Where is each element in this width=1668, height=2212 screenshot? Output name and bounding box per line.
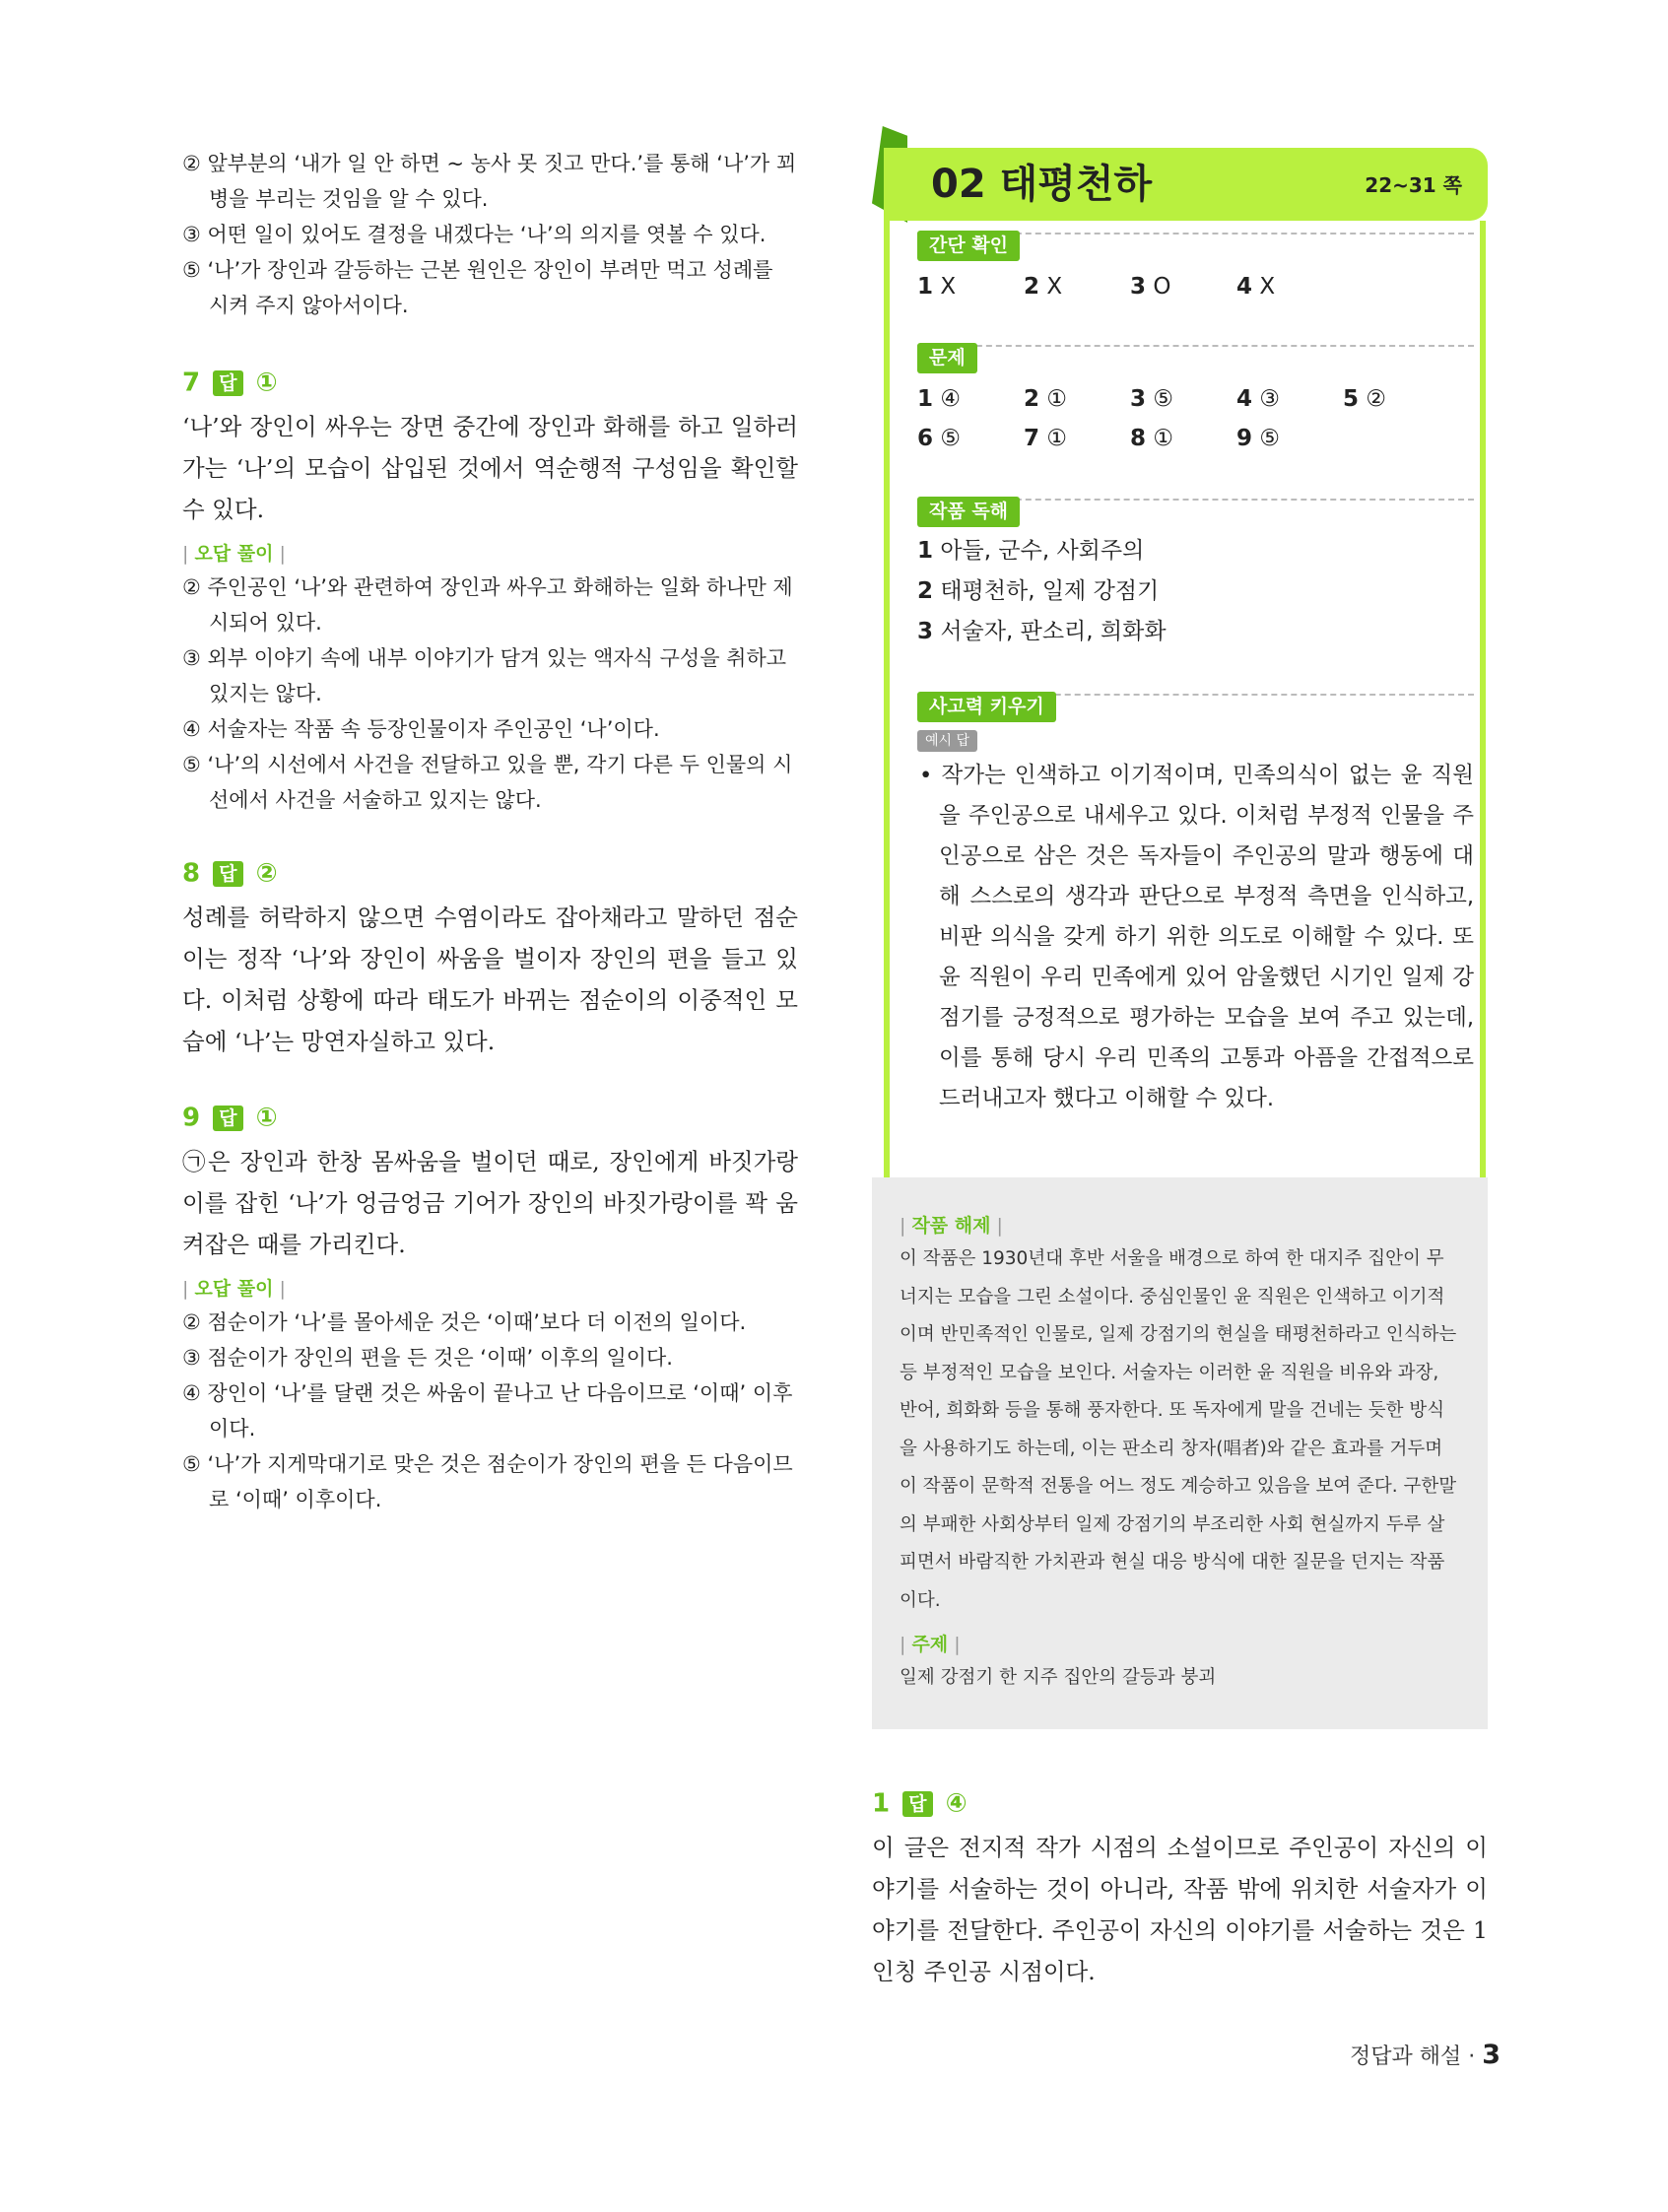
question-heading [872,1783,1488,1823]
list-item: ⑤ ‘나’가 지게막대기로 맞은 것은 점순이가 장인의 편을 든 다음이므로 ‘이때’ 이후이다. [182,1452,793,1511]
question-heading [182,363,798,402]
page-number: 3 [1482,2040,1501,2070]
example-answer-tag: 예시 답 [917,730,977,752]
list-item: ② 점순이가 ‘나’를 몰아세운 것은 ‘이때’보다 더 이전의 일이다. [182,1310,747,1334]
answer-tag: 답 [213,861,242,887]
answer-choice: ① [255,1103,278,1133]
quick-check-section [917,231,1474,306]
question-number: 9 [182,1103,201,1133]
right-column [872,148,1488,1111]
page-range: 22~31 쪽 [1365,173,1462,197]
question-7 [182,363,798,818]
explanation-text: 이 글은 전지적 작가 시점의 소설이므로 주인공이 자신의 이야기를 서술하는 것이 아니라, 작품 밖에 위치한 서술자가 이야기를 전달한다. 주인공이 자신의 이야기를 서술하는 것은 1인칭 주인공 시점이다. [872,1834,1488,1985]
answer-choice: ④ [945,1788,967,1819]
list-item: ④ 서술자는 작품 속 등장인물이자 주인공인 ‘나’이다. [182,717,660,741]
answer-row: 1 ④ 2 ① 3 ⑤ 4 ③ 5 ② [917,386,1386,412]
theme-label: | 주제 | [900,1634,961,1655]
list-item: ④ 장인이 ‘나’를 달랜 것은 싸움이 끝나고 난 다음이므로 ‘이때’ 이후이다. [182,1381,793,1441]
list-item: 3 서술자, 판소리, 희화화 [917,619,1167,644]
commentary-label: | 작품 해제 | [900,1215,1003,1237]
footer-label: 정답과 해설 [1350,2044,1462,2069]
question-8 [182,853,798,1062]
answer-box [884,221,1486,1266]
footer-separator: · [1468,2044,1476,2069]
question-heading [182,1098,798,1137]
list-item: 2 태평천하, 일제 강점기 [917,578,1160,604]
section-label: 작품 독해 [917,497,1020,527]
answer-tag: 답 [902,1791,932,1817]
explanation-text: ㉠은 장인과 한창 몸싸움을 벌이던 때로, 장인에게 바짓가랑이를 잡힌 ‘나’가 엉금엉금 기어가 장인의 바짓가랑이를 꽉 움켜잡은 때를 가리킨다. [182,1148,798,1258]
section-title: 02 태평천하 [931,162,1153,207]
list-item: ③ 점순이가 장인의 편을 든 것은 ‘이때’ 이후의 일이다. [182,1346,673,1370]
answer-tag: 답 [213,370,242,396]
explanation-text: 성례를 허락하지 않으면 수염이라도 잡아채라고 말하던 점순이는 정작 ‘나’와 장인이 싸움을 벌이자 장인의 편을 들고 있다. 이처럼 상황에 따라 태도가 바뀌는 점순이의 이중적인 모습에 ‘나’는 망연자실하고 있다. [182,904,798,1055]
list-item: 1 아들, 군수, 사회주의 [917,538,1145,564]
answer-row: 1 X 2 X 3 O 4 X [917,274,1276,300]
question-heading [182,853,798,893]
list-item: ⑤ ‘나’의 시선에서 사건을 전달하고 있을 뿐, 각기 다른 두 인물의 시선에서 사건을 서술하고 있지는 않다. [182,753,793,812]
question-9 [182,1098,798,1517]
question-number: 1 [872,1788,891,1819]
explanation-text: ‘나’와 장인이 싸우는 장면 중간에 장인과 화해를 하고 일하러 가는 ‘나’의 모습이 삽입된 것에서 역순행적 구성임을 확인할 수 있다. [182,413,798,523]
top-answer-list [182,146,798,323]
page-footer [1350,2040,1501,2070]
example-answer-text: • 작가는 인색하고 이기적이며, 민족의식이 없는 윤 직원을 주인공으로 내세우고 있다. 이처럼 부정적 인물을 주인공으로 삼은 것은 독자들이 주인공의 말과 행동에 대해 스스로의 생각과 판단으로 부정적 측면을 인식하고, 비판 의식을 갖게 하기 위한 의도로 이해할 수 있다. 또 윤 직원이 우리 민족에게 있어 암울했던 시기인 일제 강점기를 긍정적으로 평가하는 모습을 보여 주고 있는데, 이를 통해 당시 우리 민족의 고통과 아픔을 간접적으로 드러내고자 했다고 이해할 수 있다. [919,763,1474,1111]
theme-text: 일제 강점기 한 지주 집안의 갈등과 붕괴 [900,1667,1217,1688]
wrong-answer-label: | 오답 풀이 | [182,1278,286,1300]
question-number: 7 [182,368,201,398]
answer-choice: ② [255,858,278,889]
problems-section [917,343,1474,458]
commentary-text: 이 작품은 1930년대 후반 서울을 배경으로 하여 한 대지주 집안이 무너지는 모습을 그린 소설이다. 중심인물인 윤 직원은 인색하고 이기적이며 반민족적인 인물로, 일제 강점기의 현실을 태평천하라고 인식하는 등 부정적인 모습을 보인다. 서술자는 이러한 윤 직원을 비유와 과장, 반어, 희화화 등을 통해 풍자한다. 또 독자에게 말을 건네는 듯한 방식을 사용하기도 하는데, 이는 판소리 창자(唱者)와 같은 효과를 거두며 이 작품이 문학적 전통을 어느 정도 계승하고 있음을 보여 준다. 구한말의 부패한 사회상부터 일제 강점기의 부조리한 사회 현실까지 두루 살피면서 바람직한 가치관과 현실 대응 방식에 대한 질문을 던지는 작품이다. [900,1248,1457,1611]
list-item: ③ 어떤 일이 있어도 결정을 내겠다는 ‘나’의 의지를 엿볼 수 있다. [182,223,767,246]
section-label: 문제 [917,343,977,373]
left-column [182,146,798,1517]
list-item: ② 주인공인 ‘나’와 관련하여 장인과 싸우고 화해하는 일화 하나만 제시되어 있다. [182,575,793,635]
question-number: 8 [182,858,201,889]
section-banner [872,148,1488,223]
wrong-answer-label: | 오답 풀이 | [182,543,286,565]
list-item: ③ 외부 이야기 속에 내부 이야기가 담겨 있는 액자식 구성을 취하고 있지는 않다. [182,646,787,705]
list-item: ② 앞부분의 ‘내가 일 안 하면 ~ 농사 못 짓고 만다.’를 통해 ‘나’가 꾀병을 부리는 것임을 알 수 있다. [182,152,797,211]
answer-row: 6 ⑤ 7 ① 8 ① 9 ⑤ [917,426,1280,451]
section-label: 사고력 키우기 [917,692,1056,722]
list-item: ⑤ ‘나’가 장인과 갈등하는 근본 원인은 장인이 부려만 먹고 성례를 시켜 주지 않아서이다. [182,258,773,317]
answer-choice: ① [255,368,278,398]
commentary-box [872,1177,1488,1729]
question-1 [872,1783,1488,1992]
answer-tag: 답 [213,1106,242,1131]
thinking-section [917,692,1474,1119]
reading-section [917,497,1474,652]
section-label: 간단 확인 [917,231,1020,261]
